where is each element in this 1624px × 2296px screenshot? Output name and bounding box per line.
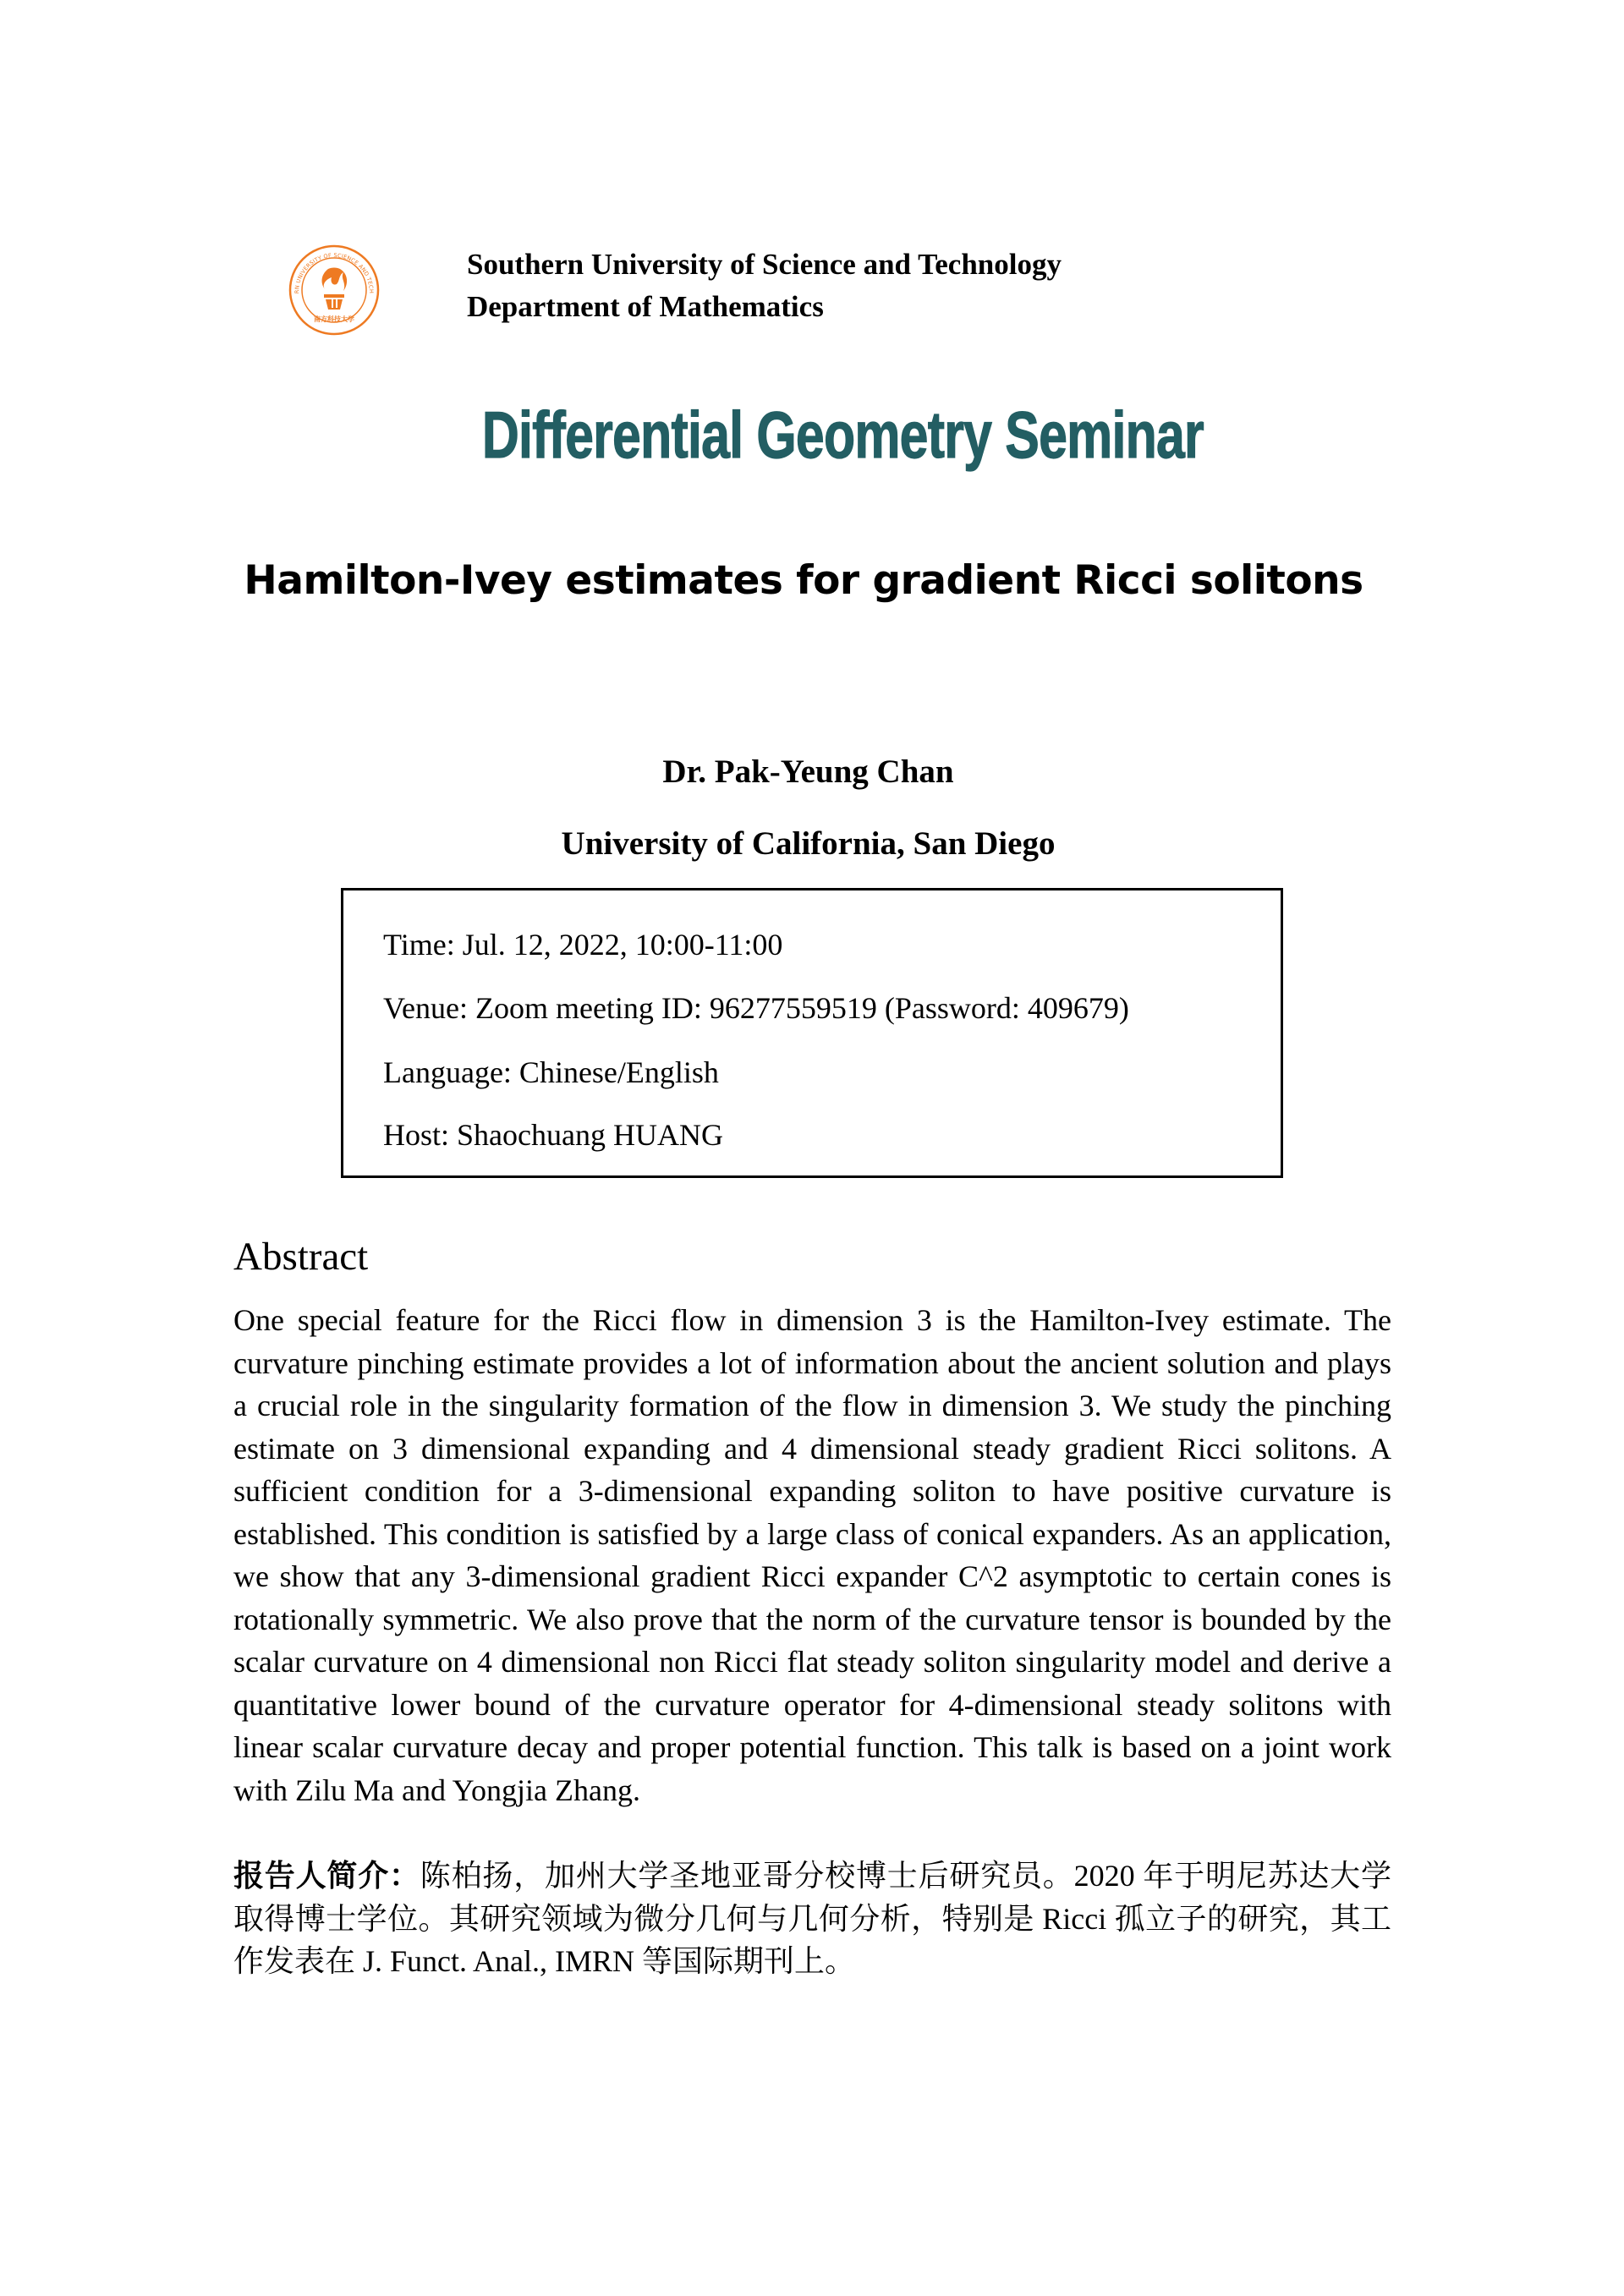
speaker-name: Dr. Pak-Yeung Chan [662, 753, 954, 790]
svg-text:SOUTHERN UNIVERSITY OF SCIENCE: RN UNIVERSITY OF SCIENCE AND TECH [293, 251, 376, 294]
speaker-affiliation: University of California, San Diego [561, 825, 1056, 862]
department-name: Department of Mathematics [467, 290, 824, 323]
event-host: Host: Shaochuang HUANG [383, 1118, 723, 1152]
event-info-box [341, 888, 1283, 1178]
svg-text:南方科技大学: 南方科技大学 [314, 315, 354, 323]
university-logo [288, 244, 381, 337]
header [467, 244, 1062, 328]
university-name: Southern University of Science and Technology [467, 248, 1062, 281]
speaker-bio-text: 陈柏扬，加州大学圣地亚哥分校博士后研究员。2020 年于明尼苏达大学取得博士学位。其研究领域为微分几何与几何分析，特别是 Ricci 孤立子的研究，其工作发表在 J. Funct. Anal., IMRN 等国际期刊上。 [233, 1859, 1391, 1978]
event-venue: Venue: Zoom meeting ID: 96277559519 (Password: 409679) [383, 991, 1129, 1025]
talk-title: Hamilton-Ivey estimates for gradient Ricci solitons [244, 557, 1363, 604]
speaker-bio-label: 报告人简介： [233, 1859, 420, 1893]
seminar-title: Differential Geometry Seminar [481, 397, 1204, 472]
event-time: Time: Jul. 12, 2022, 10:00-11:00 [383, 928, 783, 962]
speaker-bio [233, 1855, 1391, 1983]
event-language: Language: Chinese/English [383, 1055, 719, 1089]
abstract-body: One special feature for the Ricci flow in dimension 3 is the Hamilton-Ivey estimate. The curvature pinching estimate provides a lot of information about the ancient solution and plays a crucial role in the singularity formation of the flow in dimension 3. We study the pinching estimate on 3 dimensional expanding and 4 dimensional steady gradient Ricci solitons. A sufficient condition for a 3-dimensional expanding soliton to have positive curvature is established. This condition is satisfied by a large class of conical expanders. As an application, we show that any 3-dimensional gradient Ricci expander C^2 asymptotic to certain cones is rotationally symmetric. We also prove that the norm of the curvature tensor is bounded by the scalar curvature on 4 dimensional non Ricci flat steady soliton singularity model and derive a quantitative lower bound of the curvature operator for 4-dimensional steady solitons with linear scalar curvature decay and proper potential function. This talk is based on a joint work with Zilu Ma and Yongjia Zhang. [233, 1303, 1391, 1807]
university-seal-icon [288, 244, 381, 337]
abstract-heading: Abstract [233, 1235, 369, 1279]
